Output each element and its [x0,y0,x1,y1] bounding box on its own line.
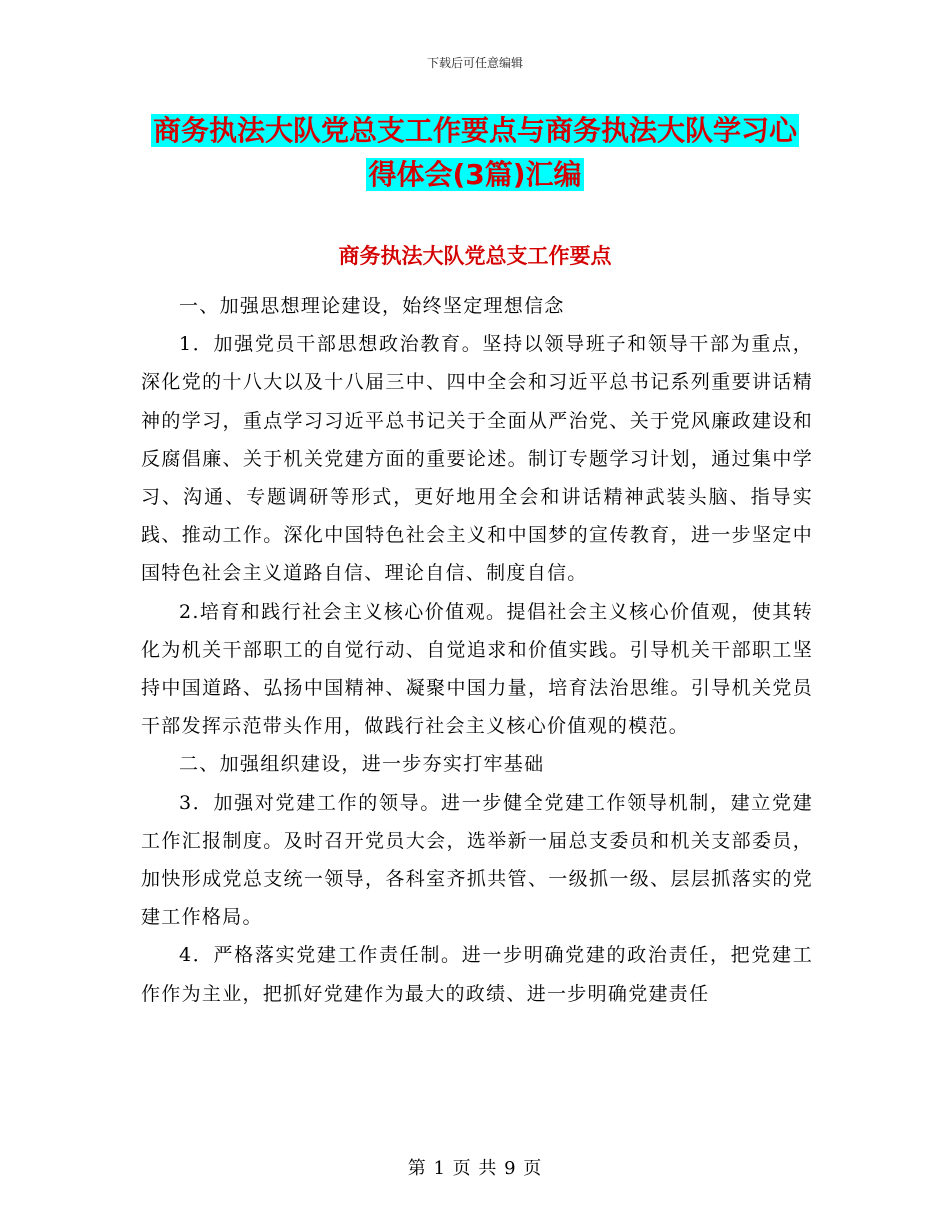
document-title-line-1 [140,106,810,156]
document-title-line-2 [140,150,810,200]
heading-paragraph: 一、加强思想理论建设，始终坚定理想信念 [179,295,565,317]
title-highlight: 商务执法大队党总支工作要点与商务执法大队学习心 [152,114,797,147]
section-title: 商务执法大队党总支工作要点 [338,244,612,268]
body-paragraph: 4．严格落实党建工作责任制。进一步明确党建的政治责任，把党建工作作为主业，把抓好党建作为最大的政绩、进一步明确党建责任 [141,944,813,1005]
header-note: 下载后可任意编辑 [426,56,523,70]
body-paragraph: 1．加强党员干部思想政治教育。坚持以领导班子和领导干部为重点，深化党的十八大以及十八届三中、四中全会和习近平总书记系列重要讲话精神的学习，重点学习习近平总书记关于全面从严治党、关于党风廉政建设和反腐倡廉、关于机关党建方面的重要论述。制订专题学习计划，通过集中学习、沟通、专题调研等形式，更好地用全会和讲话精神武装头脑、指导实践、推动工作。深化中国特色社会主义和中国梦的宣传教育，进一步坚定中国特色社会主义道路自信、理论自信、制度自信。 [141,333,813,585]
heading-paragraph: 二、加强组织建设，进一步夯实打牢基础 [179,753,545,776]
body-paragraph: 2.培育和践行社会主义核心价值观。提倡社会主义核心价值观，使其转化为机关干部职工的自觉行动、自觉追求和价值实践。引导机关干部职工坚持中国道路、弘扬中国精神、凝聚中国力量，培育法治思维。引导机关党员干部发挥示范带头作用，做践行社会主义核心价值观的模范。 [141,600,813,738]
body-paragraph: 3．加强对党建工作的领导。进一步健全党建工作领导机制，建立党建工作汇报制度。及时召开党员大会，选举新一届总支委员和机关支部委员，加快形成党总支统一领导，各科室齐抓共管、一级抓一级、层层抓落实的党建工作格局。 [141,791,813,929]
document-body [141,287,813,1013]
page-footer: 第 1 页 共 9 页 [407,1158,543,1179]
title-highlight: 得体会(3篇)汇编 [368,158,582,191]
